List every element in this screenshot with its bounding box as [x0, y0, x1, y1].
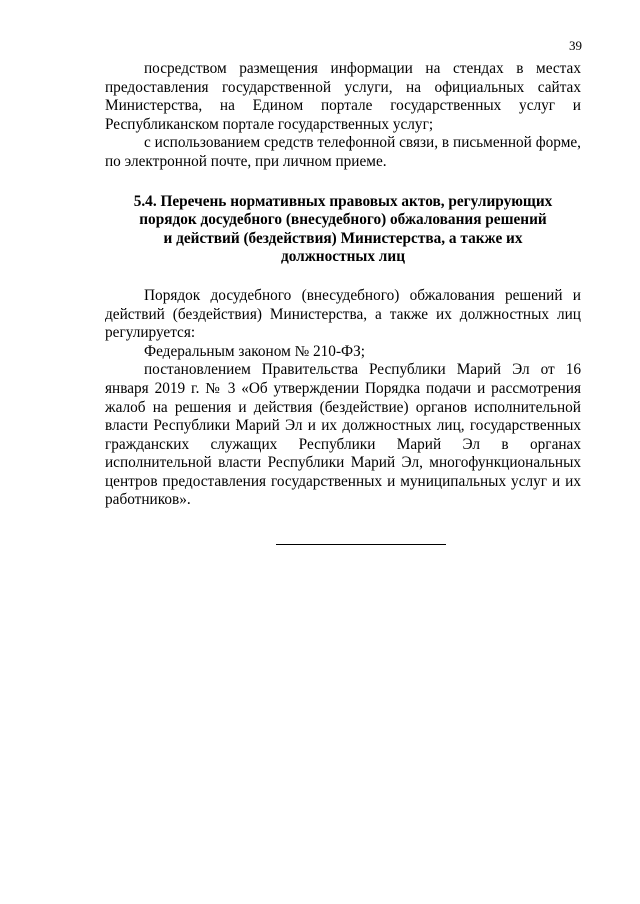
section-title-line: и действий (бездействия) Министерства, а также их	[163, 229, 523, 247]
paragraph-appeal-procedure: Порядок досудебного (внесудебного) обжалования решений и действий (бездействия) Министерства, а также их должностных лиц регулируется:	[105, 286, 581, 342]
document-body	[105, 60, 581, 510]
paragraph-government-resolution: постановлением Правительства Республики Марий Эл от 16 января 2019 г. № 3 «Об утверждении Порядка подачи и рассмотрения жалоб на решения и действия (бездействие) органов исполнительной власти Республики Марий Эл и их должностных лиц, государственных гражданских служащих Республики Марий Эл в органах исполнительной власти Республики Марий Эл, многофункциональных центров предоставления государственных и муниципальных услуг и их работников».	[105, 361, 581, 509]
page-number: 39	[569, 38, 582, 53]
paragraph-information-methods: посредством размещения информации на стендах в местах предоставления государственной услуги, на официальных сайтах Министерства, на Едином портале государственных услуг и Республиканском портале государственных услуг;	[105, 60, 581, 133]
paragraph-federal-law: Федеральным законом № 210-ФЗ;	[144, 342, 366, 360]
section-title-line: 5.4. Перечень нормативных правовых актов, регулирующих	[133, 192, 553, 210]
section-title-line: должностных лиц	[280, 248, 406, 266]
section-title-line: порядок досудебного (внесудебного) обжалования решений	[139, 211, 547, 229]
section-title	[105, 193, 581, 267]
closing-separator-line	[276, 544, 446, 545]
paragraph-communication-methods: с использованием средств телефонной связи, в письменной форме, по электронной почте, при личном приеме.	[105, 134, 581, 170]
